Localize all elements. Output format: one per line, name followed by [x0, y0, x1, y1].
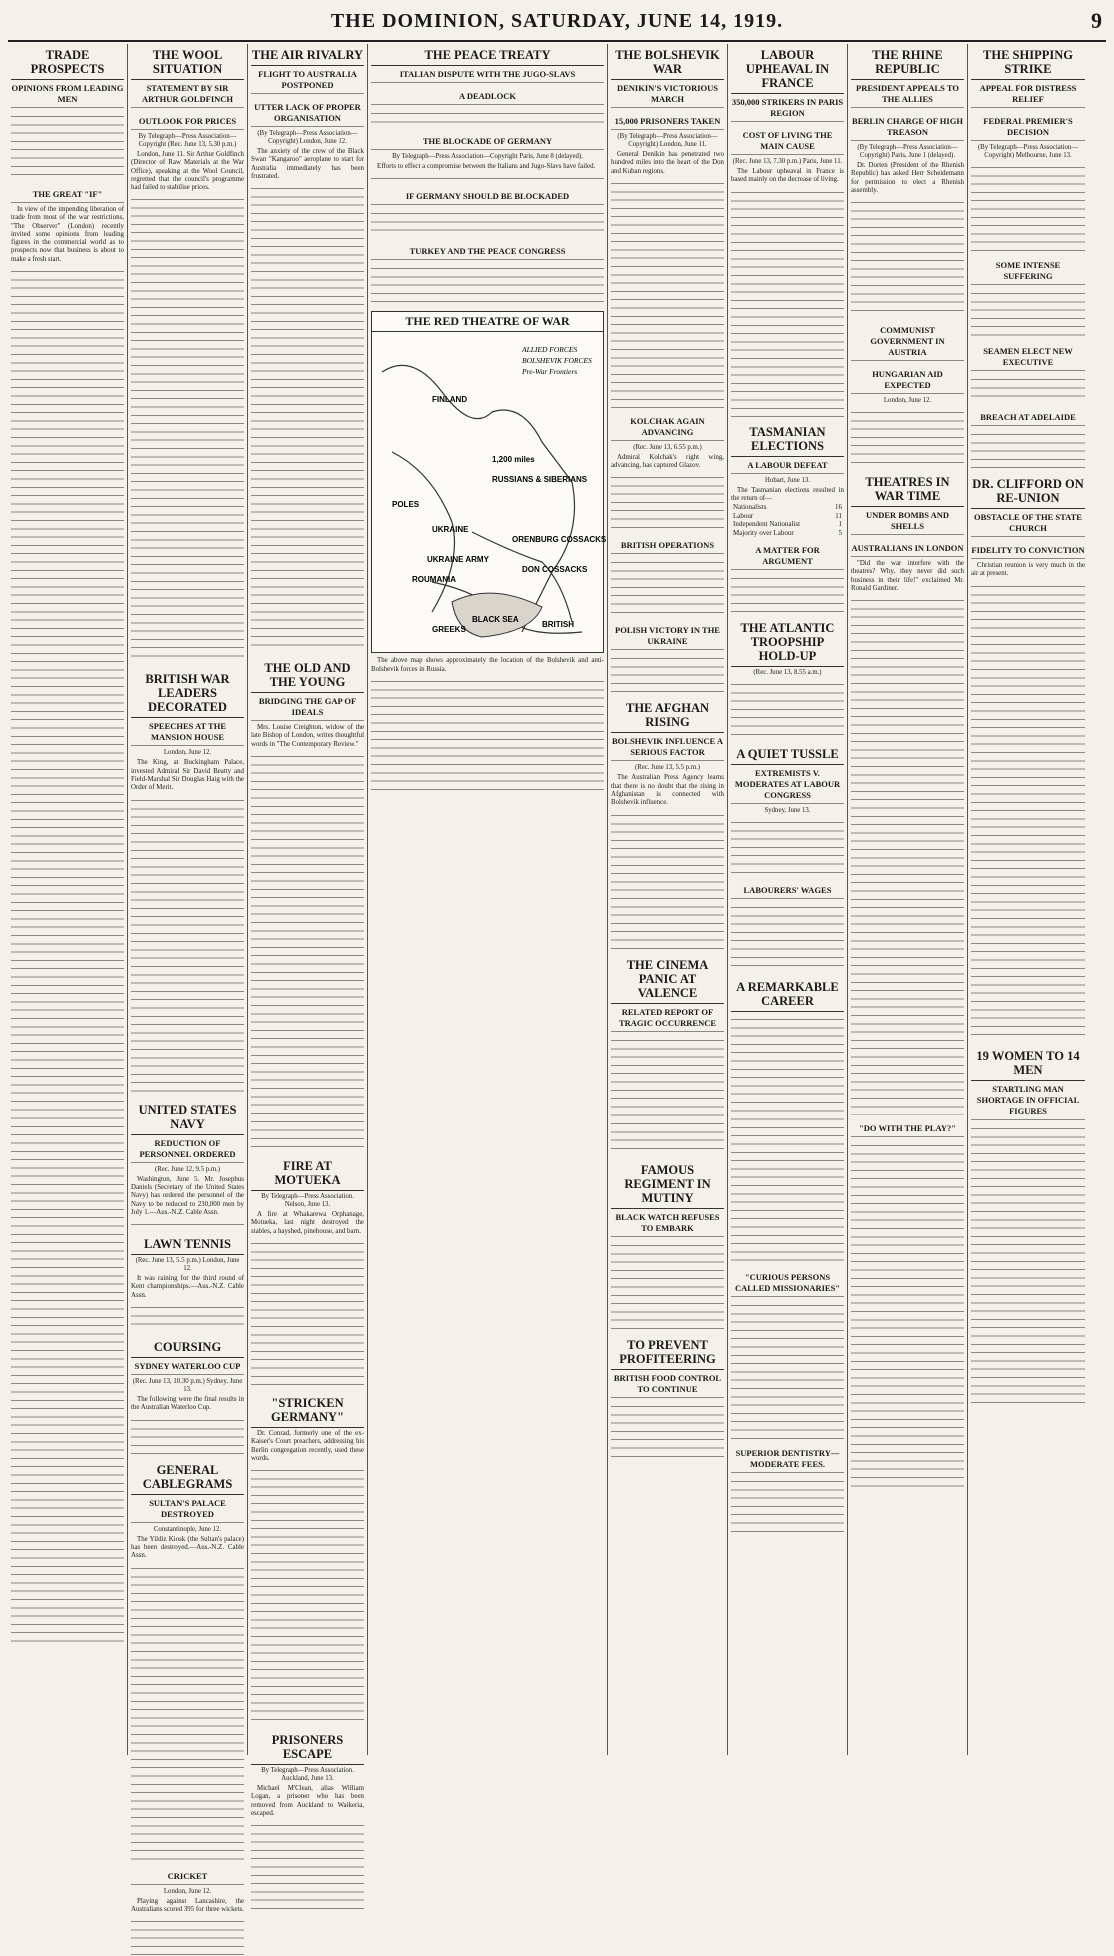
body-text-lines — [851, 407, 964, 467]
article — [731, 980, 844, 1264]
party-name: Majority over Labour — [733, 528, 794, 537]
subheadline: BERLIN CHARGE OF HIGH TREASON — [851, 116, 964, 141]
subheadline: 350,000 STRIKERS IN PARIS REGION — [731, 97, 844, 122]
seat-count: 1 — [838, 520, 842, 529]
headline: THE OLD AND THE YOUNG — [251, 661, 364, 693]
headline: GENERAL CABLEGRAMS — [131, 1463, 244, 1495]
map-label: ROUMANIA — [412, 575, 456, 585]
subheadline: OPINIONS FROM LEADING MEN — [11, 83, 124, 108]
article — [611, 416, 724, 533]
article — [371, 191, 604, 238]
body-text-lines — [371, 263, 604, 303]
subheadline: FLIGHT TO AUSTRALIA POSTPONED — [251, 69, 364, 94]
headline: BRITISH WAR LEADERS DECORATED — [131, 672, 244, 718]
article — [371, 48, 604, 83]
body-text-lines — [251, 183, 364, 653]
column-1 — [8, 44, 128, 1755]
article-text: Michael M'Clean, alias William Logan, a prisoner who has been removed from Auckland to Waikeria, escaped. — [251, 1785, 364, 1818]
subheadline: OBSTACLE OF THE STATE CHURCH — [971, 512, 1085, 537]
article — [611, 1338, 724, 1461]
headline: TASMANIAN ELECTIONS — [731, 425, 844, 457]
article — [731, 48, 844, 122]
map-title: THE RED THEATRE OF WAR — [372, 312, 603, 332]
headline: A QUIET TUSSLE — [731, 747, 844, 765]
dateline: (Rec. June 13, 8.55 a.m.) — [753, 669, 822, 677]
body-text-lines — [251, 1238, 364, 1388]
article — [131, 1103, 244, 1229]
headline: COURSING — [131, 1340, 244, 1358]
headline: THE WOOL SITUATION — [131, 48, 244, 80]
map-legend-item: BOLSHEVIK FORCES — [522, 356, 592, 366]
subheadline: A MATTER FOR ARGUMENT — [731, 545, 844, 570]
subheadline: BRITISH OPERATIONS — [611, 540, 724, 554]
dateline: Hobart, June 13. — [765, 476, 810, 484]
article — [251, 1159, 364, 1388]
subheadline: EXTREMISTS V. MODERATES AT LABOUR CONGRESS — [731, 768, 844, 804]
article — [731, 1272, 844, 1440]
dateline: (By Telegraph—Press Association—Copyright) London, June 12. — [257, 130, 358, 145]
column-2 — [128, 44, 248, 1913]
dateline: (By Telegraph—Press Association—Copyright) London, June 11. — [617, 133, 718, 148]
headline: LAWN TENNIS — [131, 1237, 244, 1255]
body-text-lines — [731, 573, 844, 613]
article — [971, 116, 1085, 252]
headline: "STRICKEN GERMANY" — [251, 1396, 364, 1428]
map-boundary — [382, 366, 578, 633]
body-text-lines — [371, 173, 604, 183]
body-text-lines — [611, 178, 724, 408]
seat-count: 16 — [835, 503, 842, 512]
subheadline: BRITISH FOOD CONTROL TO CONTINUE — [611, 1373, 724, 1398]
headline: THE PEACE TREATY — [371, 48, 604, 66]
body-text-lines — [131, 1302, 244, 1332]
article — [131, 1871, 244, 1956]
article-text: Admiral Kolchak's right wing, advancing, has captured Glazov. — [611, 453, 724, 470]
article-text: A fire at Whakarewa Orphanage, Motueka, last night destroyed the stables, a hayshed, pinehouse, and barn. — [251, 1211, 364, 1235]
article-text: Playing against Lancashire, the Australians scored 395 for three wickets. — [131, 1897, 244, 1913]
headline: THE AFGHAN RISING — [611, 701, 724, 733]
article-text: The following were the final results in the Australian Waterloo Cup. — [131, 1396, 244, 1412]
headline: FIRE AT MOTUEKA — [251, 1159, 364, 1191]
article-text: The Australian Press Agency learns that there is no doubt that the rising in Afghanistan is connected with Bolshevik influence. — [611, 774, 724, 807]
column-4 — [368, 44, 608, 1755]
dateline: By Telegraph—Press Association—Copyright Paris, June 8 (delayed). — [392, 153, 583, 160]
body-text-lines — [611, 1401, 724, 1461]
article — [611, 625, 724, 693]
article — [731, 130, 844, 417]
headline: THE SHIPPING STRIKE — [971, 48, 1085, 80]
article-text: Christian reunion is very much in the air at present. — [971, 562, 1085, 578]
article — [611, 540, 724, 617]
war-map — [371, 311, 607, 653]
subheadline: BLACK WATCH REFUSES TO EMBARK — [611, 1212, 724, 1237]
dateline: Constantinople, June 12. — [153, 1525, 222, 1533]
article-text: The anxiety of the crew of the Black Swan "Kangaroo" aeroplane to start for Australia immediately has been frustrated. — [251, 148, 364, 180]
masthead-title: THE DOMINION, SATURDAY, JUNE 14, 1919. — [330, 10, 784, 32]
map-label: BLACK SEA — [472, 615, 519, 625]
article — [851, 369, 964, 467]
body-text-lines — [971, 581, 1085, 1041]
dateline: By Telegraph—Press Association. Auckland, June 13. — [261, 1767, 354, 1783]
headline: THE RHINE REPUBLIC — [851, 48, 964, 80]
article-text: Efforts to effect a compromise between the Italians and Jugo-Slavs have failed. — [377, 163, 596, 170]
body-text-lines — [131, 795, 244, 1095]
subheadline: AUSTRALIANS IN LONDON — [851, 543, 964, 557]
article — [851, 48, 964, 108]
column-5 — [608, 44, 728, 1755]
headline: FAMOUS REGIMENT IN MUTINY — [611, 1163, 724, 1209]
article-text: The Labour upheaval in France is based mainly on the decrease of living. — [731, 168, 844, 184]
article — [971, 477, 1085, 537]
election-table — [731, 503, 844, 537]
map-caption: The above map shows approximately the location of the Bolshevik and anti-Bolshevik forces in Russia. — [371, 657, 604, 673]
map-legend-item: ALLIED FORCES — [522, 345, 578, 355]
dateline: London, June 12. — [163, 749, 212, 757]
headline: 19 WOMEN TO 14 MEN — [971, 1049, 1085, 1081]
article — [851, 325, 964, 361]
subheadline: THE GREAT "IF" — [11, 189, 124, 203]
seat-count: 5 — [838, 528, 842, 537]
article — [371, 136, 604, 183]
body-text-lines — [971, 1123, 1085, 1403]
article-text: "Did the war interfere with the theatres? Why, they never did such business in their life!" exclaimed Mr. Ronald Gardiner. — [851, 560, 964, 593]
body-text-lines — [611, 653, 724, 693]
article — [851, 543, 964, 1115]
headline: THE AIR RIVALRY — [251, 48, 364, 66]
subheadline: A DEADLOCK — [371, 91, 604, 105]
article-text: It was raining for the third round of Kent championships.—Aus.-N.Z. Cable Assn. — [131, 1275, 244, 1299]
map-label: UKRAINE — [432, 525, 469, 535]
subheadline: A LABOUR DEFEAT — [731, 460, 844, 474]
dateline: (Rec. June 13, 5.5 p.m.) — [634, 764, 701, 772]
body-text-lines — [851, 595, 964, 1115]
masthead — [8, 6, 1106, 42]
body-text-lines — [611, 557, 724, 617]
map-label: 1,200 miles — [492, 455, 535, 465]
article — [731, 545, 844, 613]
subheadline: THE BLOCKADE OF GERMANY — [371, 136, 604, 150]
dateline: Sydney, June 13. — [764, 807, 811, 815]
map-label: BRITISH — [542, 620, 574, 630]
body-text-lines — [611, 1035, 724, 1155]
map-label: POLES — [392, 500, 420, 510]
subheadline: IF GERMANY SHOULD BE BLOCKADED — [371, 191, 604, 205]
subheadline: SUPERIOR DENTISTRY—MODERATE FEES. — [731, 1448, 844, 1473]
party-name: Independent Nationalist — [733, 520, 801, 529]
party-name: Nationalists — [733, 503, 767, 512]
election-row — [731, 512, 844, 521]
body-text-lines — [371, 208, 604, 238]
article — [251, 1733, 364, 1910]
body-text-lines — [251, 1465, 364, 1725]
body-text-lines — [851, 197, 964, 317]
article — [131, 116, 244, 664]
body-text-lines — [851, 1140, 964, 1490]
article — [971, 48, 1085, 108]
body-text-lines — [251, 1820, 364, 1910]
map-drawing — [372, 332, 607, 650]
article — [731, 747, 844, 877]
article — [11, 189, 124, 1646]
article-text: London, June 11. Sir Arthur Goldfinch (Director of Raw Materials at the War Office), speaking at the Wool Council, regretted that the council's programme had failed to stabilise prices. — [131, 151, 244, 192]
article — [971, 545, 1085, 1041]
article — [731, 621, 844, 739]
article-text: The Yildiz Kiosk (the Sultan's palace) has been destroyed.—Aus.-N.Z. Cable Assn. — [131, 1535, 244, 1560]
election-row — [731, 529, 844, 538]
subheadline: TURKEY AND THE PEACE CONGRESS — [371, 246, 604, 260]
subheadline: FIDELITY TO CONVICTION — [971, 545, 1085, 559]
subheadline: BOLSHEVIK INFLUENCE A SERIOUS FACTOR — [611, 736, 724, 761]
body-text-lines — [731, 679, 844, 739]
body-text-lines — [971, 429, 1085, 469]
article — [731, 425, 844, 538]
article-text: The Tasmanian elections resulted in the return of— — [731, 486, 844, 502]
seat-count: 11 — [835, 511, 842, 520]
article — [131, 672, 244, 1094]
article-text: General Denikin has penetrated two hundred miles into the heart of the Don and Kuban regions. — [611, 151, 724, 175]
newspaper-page — [8, 6, 1106, 1913]
map-legend-item: Pre-War Frontiers — [522, 367, 578, 377]
headline: THE BOLSHEVIK WAR — [611, 48, 724, 80]
dateline: By Telegraph—Press Association. Nelson, June 13. — [261, 1193, 354, 1209]
dateline: (By Telegraph—Press Association—Copyright) Paris, June 1 (delayed). — [857, 144, 958, 159]
subheadline: PRESIDENT APPEALS TO THE ALLIES — [851, 83, 964, 108]
body-text-lines — [251, 751, 364, 1151]
dateline: By Telegraph—Press Association—Copyright (Rec. June 13, 5.30 p.m.) — [138, 133, 237, 148]
headline: PRISONERS ESCAPE — [251, 1733, 364, 1765]
article-text: Dr. Dorten (President of the Rhenish Republic) has asked Herr Scheidemann for permission to elect a Rhenish assembly. — [851, 162, 964, 194]
subheadline: CRICKET — [131, 1871, 244, 1885]
headline: THEATRES IN WAR TIME — [851, 475, 964, 507]
subheadline: 15,000 PRISONERS TAKEN — [611, 116, 724, 130]
dateline: (Rec. June 13, 7.30 p.m.) Paris, June 11. — [732, 158, 843, 165]
subheadline: ITALIAN DISPUTE WITH THE JUGO-SLAVS — [371, 69, 604, 83]
subheadline: DENIKIN'S VICTORIOUS MARCH — [611, 83, 724, 108]
subheadline: HUNGARIAN AID EXPECTED — [851, 369, 964, 394]
body-text-lines — [131, 1219, 244, 1229]
article — [611, 48, 724, 108]
subheadline: SPEECHES AT THE MANSION HOUSE — [131, 721, 244, 746]
dateline: (Rec. June 13, 10.30 p.m.) Sydney, June 13. — [132, 1378, 243, 1394]
body-text-lines — [371, 676, 604, 796]
body-text-lines — [731, 1476, 844, 1536]
subheadline: FEDERAL PREMIER'S DECISION — [971, 116, 1085, 141]
article — [971, 260, 1085, 338]
article-text: Dr. Conrad, formerly one of the ex-Kaiser's Court preachers, addressing his Berlin congregation recently, used these words. — [251, 1429, 364, 1462]
subheadline: UNDER BOMBS AND SHELLS — [851, 510, 964, 535]
subheadline: SOME INTENSE SUFFERING — [971, 260, 1085, 285]
article — [611, 116, 724, 408]
subheadline: COMMUNIST GOVERNMENT IN AUSTRIA — [851, 325, 964, 361]
body-text-lines — [971, 162, 1085, 252]
body-text-lines — [611, 472, 724, 532]
article — [971, 412, 1085, 469]
subheadline: "DO WITH THE PLAY?" — [851, 1123, 964, 1137]
election-row — [731, 503, 844, 512]
article — [131, 1237, 244, 1332]
headline: LABOUR UPHEAVAL IN FRANCE — [731, 48, 844, 94]
article — [851, 116, 964, 317]
subheadline: SYDNEY WATERLOO CUP — [131, 1361, 244, 1375]
article — [971, 346, 1085, 404]
column-6 — [728, 44, 848, 1755]
subheadline: LABOURERS' WAGES — [731, 885, 844, 899]
subheadline: RELATED REPORT OF TRAGIC OCCURRENCE — [611, 1007, 724, 1032]
headline: THE ATLANTIC TROOPSHIP HOLD-UP — [731, 621, 844, 667]
article — [731, 885, 844, 972]
article-text: In view of the impending liberation of trade from most of the war restrictions, "The Observer" (London) recently invited some opinions from leading figures in the commercial world as to prospects now that business is about to make a fresh start. — [11, 206, 124, 263]
body-text-lines — [731, 187, 844, 417]
headline: THE CINEMA PANIC AT VALENCE — [611, 958, 724, 1004]
article — [131, 1340, 244, 1455]
dateline: (By Telegraph—Press Association—Copyright) Melbourne, June 13. — [977, 144, 1079, 159]
body-text-lines — [731, 1014, 844, 1264]
headline: A REMARKABLE CAREER — [731, 980, 844, 1012]
column-7 — [848, 44, 968, 1755]
subheadline: COST OF LIVING THE MAIN CAUSE — [731, 130, 844, 155]
article-text: The King, at Buckingham Palace, invested Admiral Sir David Beatty and Field-Marshal Sir Douglas Haig with the Order of Merit. — [131, 759, 244, 792]
article — [131, 1463, 244, 1863]
election-row — [731, 520, 844, 529]
article — [251, 102, 364, 653]
body-text-lines — [11, 111, 124, 181]
article — [611, 1163, 724, 1330]
subheadline: UTTER LACK OF PROPER ORGANISATION — [251, 102, 364, 127]
map-label: GREEKS — [432, 625, 466, 635]
body-text-lines — [731, 817, 844, 877]
article — [611, 701, 724, 949]
subheadline: KOLCHAK AGAIN ADVANCING — [611, 416, 724, 441]
subheadline: OUTLOOK FOR PRICES — [131, 116, 244, 130]
headline: TRADE PROSPECTS — [11, 48, 124, 80]
body-text-lines — [971, 288, 1085, 338]
column-8 — [968, 44, 1088, 1755]
article — [251, 661, 364, 1151]
article — [731, 1448, 844, 1536]
map-label: UKRAINE ARMY — [427, 555, 489, 565]
body-text-lines — [611, 810, 724, 950]
subheadline: SEAMEN ELECT NEW EXECUTIVE — [971, 346, 1085, 371]
body-text-lines — [731, 1300, 844, 1440]
body-text-lines — [611, 1240, 724, 1330]
article — [851, 475, 964, 535]
subheadline: SULTAN'S PALACE DESTROYED — [131, 1498, 244, 1523]
map-label: ORENBURG COSSACKS — [512, 535, 607, 545]
body-text-lines — [131, 1415, 244, 1455]
article — [251, 48, 364, 94]
subheadline: STATEMENT BY SIR ARTHUR GOLDFINCH — [131, 83, 244, 108]
page-number: 9 — [1091, 8, 1102, 33]
body-text-lines — [731, 902, 844, 972]
subheadline: BREACH AT ADELAIDE — [971, 412, 1085, 426]
columns — [8, 44, 1106, 1913]
article — [11, 48, 124, 181]
headline: TO PREVENT PROFITEERING — [611, 1338, 724, 1370]
article — [971, 1049, 1085, 1403]
subheadline: BRIDGING THE GAP OF IDEALS — [251, 696, 364, 721]
article — [851, 1123, 964, 1490]
subheadline: "CURIOUS PERSONS CALLED MISSIONARIES" — [731, 1272, 844, 1297]
headline: UNITED STATES NAVY — [131, 1103, 244, 1135]
subheadline: REDUCTION OF PERSONNEL ORDERED — [131, 1138, 244, 1163]
subheadline: STARTLING MAN SHORTAGE IN OFFICIAL FIGURES — [971, 1084, 1085, 1120]
map-label: RUSSIANS & SIBERIANS — [492, 475, 588, 485]
body-text-lines — [971, 374, 1085, 404]
article — [371, 91, 604, 128]
dateline: London, June 12. — [163, 1887, 212, 1895]
dateline: (Rec. June 12, 9.5 p.m.) — [154, 1165, 221, 1173]
body-text-lines — [11, 266, 124, 1646]
body-text-lines — [371, 108, 604, 128]
article — [371, 246, 604, 303]
body-text-lines — [131, 1916, 244, 1956]
subheadline: POLISH VICTORY IN THE UKRAINE — [611, 625, 724, 650]
dateline: (Rec. June 13, 6.55 p.m.) — [633, 443, 702, 451]
body-text-lines — [131, 1563, 244, 1863]
dateline: (Rec. June 13, 5.5 p.m.) London, June 12. — [135, 1257, 240, 1273]
article-text: Mrs. Louise Creighton, widow of the late Bishop of London, writes thoughtful words in "The Contemporary Review." — [251, 724, 364, 748]
party-name: Labour — [733, 511, 754, 520]
map-label: FINLAND — [432, 395, 468, 405]
article — [131, 48, 244, 108]
body-text-lines — [131, 194, 244, 664]
article — [611, 958, 724, 1155]
headline: DR. CLIFFORD ON RE-UNION — [971, 477, 1085, 509]
article — [251, 1396, 364, 1725]
dateline: London, June 12. — [883, 397, 932, 405]
subheadline: APPEAL FOR DISTRESS RELIEF — [971, 83, 1085, 108]
article-text: Washington, June 5. Mr. Josephus Daniels (Secretary of the United States Navy) has ordered the personnel of the Navy to be reduced to 230,000 men by July 1.—Aus.-N.Z. Cable Assn. — [131, 1175, 244, 1216]
column-3 — [248, 44, 368, 1818]
map-label: DON COSSACKS — [522, 565, 588, 575]
